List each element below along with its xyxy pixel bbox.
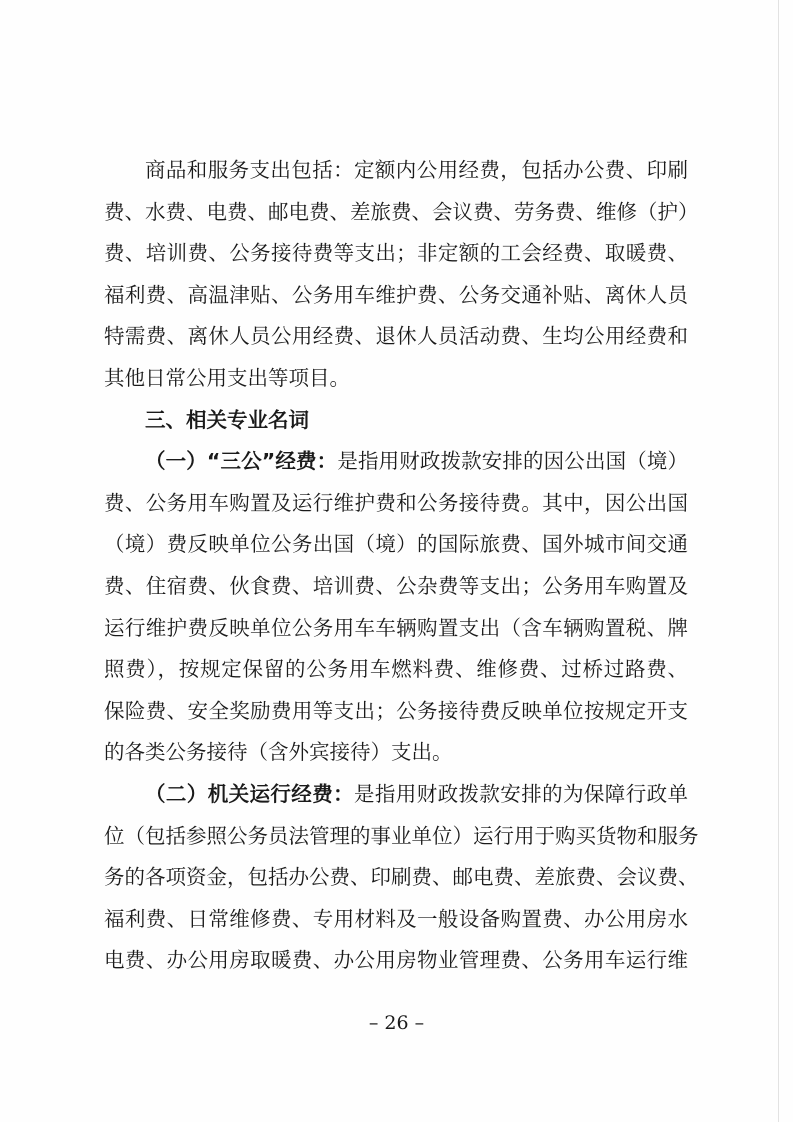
page-number: – 26 – bbox=[368, 1012, 425, 1034]
term-label: （一）“三公”经费： bbox=[145, 449, 338, 474]
term-label: （二）机关运行经费： bbox=[145, 781, 354, 806]
term-definition-start: 是指用财政拨款安排的为保障行政单 bbox=[354, 781, 688, 806]
scan-edge-line bbox=[778, 0, 779, 1122]
paragraph-line: 电费、办公用房取暖费、办公用房物业管理费、公务用车运行维 bbox=[104, 948, 688, 973]
paragraph-line: 商品和服务支出包括：定额内公用经费，包括办公费、印刷 bbox=[145, 158, 688, 182]
paragraph-line: 费、住宿费、伙食费、培训费、公杂费等支出；公务用车购置及 bbox=[104, 573, 688, 598]
section-heading: 三、相关专业名词 bbox=[145, 407, 309, 432]
paragraph-line: 的各类公务接待（含外宾接待）支出。 bbox=[104, 740, 453, 765]
paragraph-line: 保险费、安全奖励费用等支出；公务接待费反映单位按规定开支 bbox=[104, 698, 688, 723]
paragraph-line: 特需费、离休人员公用经费、退休人员活动费、生均公用经费和 bbox=[104, 324, 688, 349]
paragraph-line: 费、水费、电费、邮电费、差旅费、会议费、劳务费、维修（护） bbox=[104, 199, 699, 224]
paragraph-line: 位（包括参照公务员法管理的事业单位）运行用于购买货物和服务 bbox=[104, 823, 699, 848]
paragraph-line: 福利费、高温津贴、公务用车维护费、公务交通补贴、离休人员 bbox=[104, 282, 688, 307]
paragraph-line: 其他日常公用支出等项目。 bbox=[104, 365, 350, 390]
paragraph-line: 福利费、日常维修费、专用材料及一般设备购置费、办公用房水 bbox=[104, 906, 688, 931]
paragraph-line: 运行维护费反映单位公务用车车辆购置支出（含车辆购置税、牌 bbox=[104, 615, 688, 640]
paragraph-line: 费、公务用车购置及运行维护费和公务接待费。其中，因公出国 bbox=[104, 490, 688, 515]
paragraph-line: 务的各项资金，包括办公费、印刷费、邮电费、差旅费、会议费、 bbox=[104, 865, 699, 890]
body-text bbox=[104, 150, 699, 982]
paragraph-line: 费、培训费、公务接待费等支出；非定额的工会经费、取暖费、 bbox=[104, 241, 688, 266]
term-first-line bbox=[104, 441, 688, 483]
term-definition-start: 是指用财政拨款安排的因公出国（境） bbox=[337, 449, 688, 474]
paragraph-line: 照费），按规定保留的公务用车燃料费、维修费、过桥过路费、 bbox=[104, 657, 688, 682]
term-first-line bbox=[104, 774, 688, 816]
paragraph-line: （境）费反映单位公务出国（境）的国际旅费、国外城市间交通 bbox=[104, 532, 688, 557]
